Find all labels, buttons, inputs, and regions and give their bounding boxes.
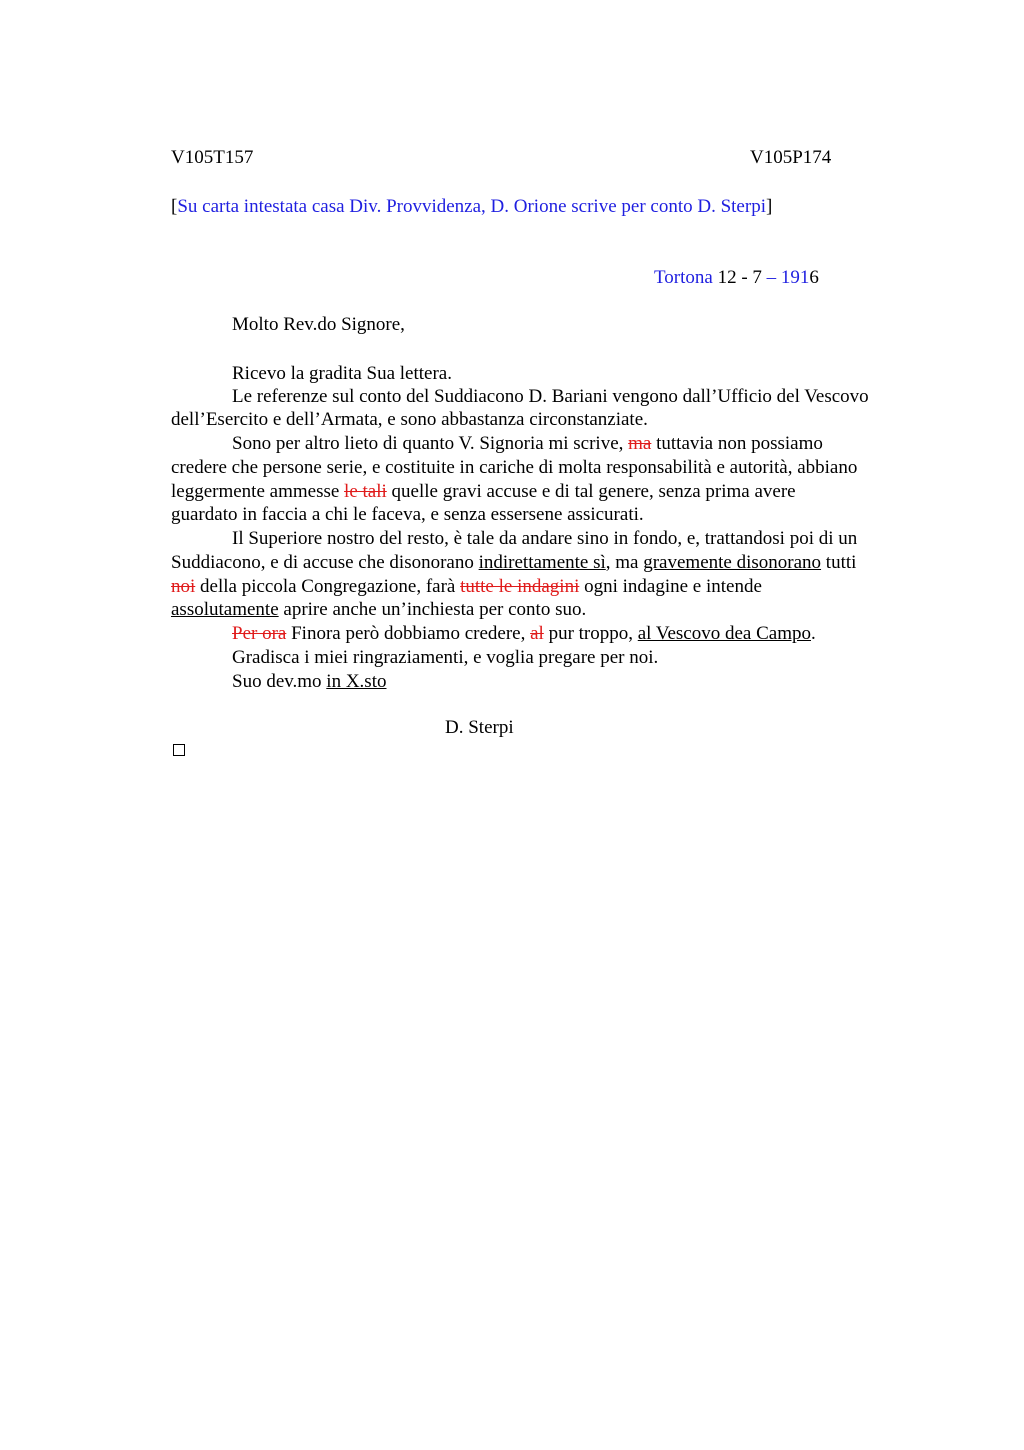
date-day-month: 12 - 7 [712, 267, 767, 288]
deleted-text: Per ora [232, 623, 287, 644]
text: Il Superiore nostro del resto, è tale da andare sino in fondo, e, trattandosi poi di un [232, 528, 858, 549]
signature: D. Sterpi [445, 717, 514, 738]
underlined-text: al Vescovo dea Campo [637, 623, 811, 644]
underlined-text: assolutamente [171, 599, 279, 620]
note-open-bracket: [ [171, 196, 178, 217]
body-line [171, 575, 762, 598]
body-line [171, 551, 856, 574]
note-text: Su carta intestata casa Div. Provvidenza, D. Orione scrive per conto D. Sterpi [177, 196, 766, 217]
text: , ma [605, 552, 644, 573]
text: tutti [821, 552, 857, 573]
deleted-text: tutte le indagini [460, 576, 580, 597]
body-line [232, 362, 452, 385]
body-line [232, 385, 869, 408]
date-place: Tortona [654, 267, 713, 288]
body-line [232, 670, 386, 693]
archive-code-left: V105T157 [171, 147, 254, 168]
text: Suo dev.mo [232, 671, 327, 692]
body-line [232, 622, 816, 645]
text: credere che persone serie, e costituite in cariche di molta responsabilità e autorità, abbiano [171, 457, 858, 478]
text: Finora però dobbiamo credere, [286, 623, 531, 644]
letter-date [654, 267, 819, 289]
deleted-text: le tali [344, 481, 387, 502]
body-line [171, 480, 796, 503]
text: Suddiacono, e di accuse che disonorano [171, 552, 479, 573]
text: Sono per altro lieto di quanto V. Signoria mi scrive, [232, 433, 629, 454]
underlined-text: gravemente disonorano [643, 552, 822, 573]
deleted-text: ma [628, 433, 652, 454]
body-line [171, 598, 586, 621]
text: Gradisca i miei ringraziamenti, e voglia pregare per noi. [232, 647, 659, 668]
text: . [811, 623, 816, 644]
body-line [232, 527, 857, 550]
text: aprire anche un’inchiesta per conto suo. [278, 599, 587, 620]
text: leggermente ammesse [171, 481, 345, 502]
checkbox-square-icon [173, 744, 185, 756]
editorial-note [171, 196, 772, 218]
salutation: Molto Rev.do Signore, [232, 314, 405, 335]
body-line [232, 646, 658, 669]
note-close-bracket: ] [765, 196, 773, 217]
text: tuttavia non possiamo [651, 433, 823, 454]
text: Le referenze sul conto del Suddiacono D. Bariani vengono dall’Ufficio del Vescovo [232, 386, 869, 407]
body-line [171, 408, 648, 431]
underlined-text: in X.sto [326, 671, 387, 692]
text: quelle gravi accuse e di tal genere, senza prima avere [386, 481, 796, 502]
body-line [171, 503, 644, 526]
text: Ricevo la gradita Sua lettera. [232, 363, 452, 384]
text: guardato in faccia a chi le faceva, e senza essersene assicurati. [171, 504, 644, 525]
date-year-prefix: – 191 [766, 267, 810, 288]
deleted-text: al [530, 623, 544, 644]
deleted-text: noi [171, 576, 196, 597]
body-line [171, 456, 857, 479]
text: pur troppo, [543, 623, 638, 644]
text: dell’Esercito e dell’Armata, e sono abbastanza circonstanziate. [171, 409, 648, 430]
underlined-text: indirettamente sì [478, 552, 606, 573]
archive-code-right: V105P174 [750, 147, 832, 168]
date-year-last-digit: 6 [809, 267, 819, 288]
text: ogni indagine e intende [579, 576, 762, 597]
text: della piccola Congregazione, farà [195, 576, 461, 597]
body-line [232, 432, 823, 455]
